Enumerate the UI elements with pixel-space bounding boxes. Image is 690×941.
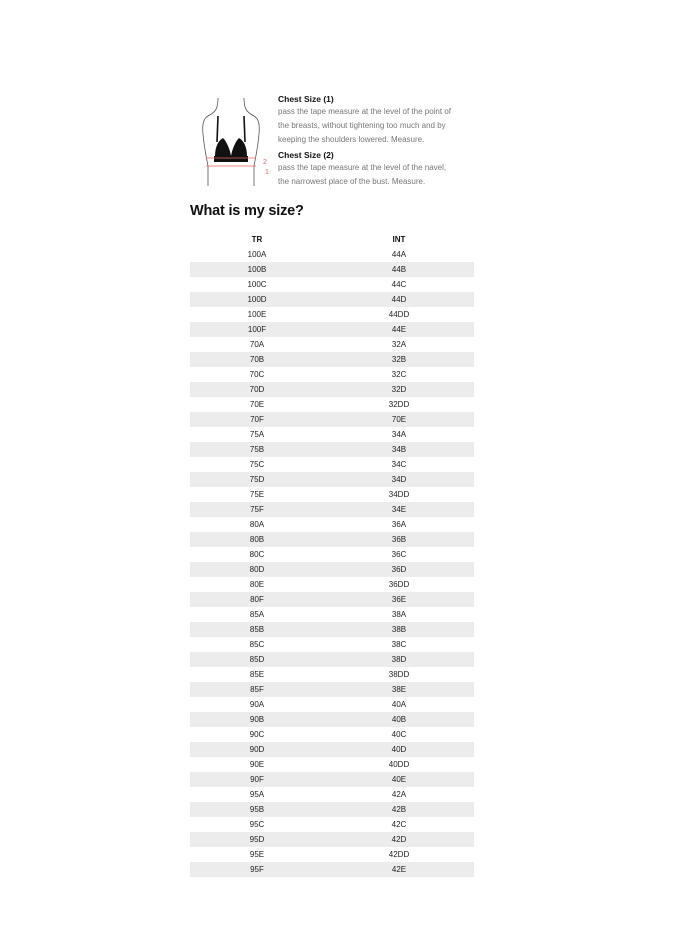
column-header-tr: TR (251, 235, 263, 244)
tr-size-cell: 70B (190, 352, 324, 367)
table-row (190, 757, 474, 772)
int-size-cell: 36E (324, 592, 474, 607)
table-row (190, 802, 474, 817)
int-size-cell: 34C (391, 460, 407, 469)
table-row (190, 712, 474, 727)
int-size-cell: 40DD (388, 760, 410, 769)
guide-item-description-line: pass the tape measure at the level of the point of (278, 107, 451, 116)
table-row (190, 727, 474, 742)
guide-item-description-line: the narrowest place of the bust. Measure. (278, 176, 426, 186)
tr-size-cell: 85F (190, 682, 324, 697)
tr-size-cell: 80A (249, 520, 265, 529)
tr-size-cell: 75D (190, 472, 324, 487)
table-row (190, 682, 474, 697)
table-row (190, 292, 474, 307)
table-row (190, 337, 474, 352)
guide-item-chest-1 (278, 94, 488, 148)
tr-size-cell: 85B (190, 622, 324, 637)
tr-size-cell: 95F (190, 862, 324, 877)
page-title: What is my size? (190, 203, 304, 219)
int-size-cell: 44A (391, 250, 407, 259)
tr-size-cell: 85D (190, 652, 324, 667)
tr-size-cell: 90B (190, 712, 324, 727)
int-size-cell: 70E (324, 412, 474, 427)
table-row (190, 832, 474, 847)
table-row (190, 847, 474, 862)
tr-size-cell: 95C (249, 820, 265, 829)
tr-size-cell: 100A (247, 250, 267, 259)
int-size-cell: 42A (391, 790, 407, 799)
int-size-cell: 44DD (388, 310, 410, 319)
int-size-cell: 32A (391, 340, 407, 349)
tr-size-cell: 80B (190, 532, 324, 547)
tr-size-cell: 80C (249, 550, 265, 559)
int-size-cell: 44E (324, 322, 474, 337)
int-size-cell: 36DD (388, 580, 410, 589)
table-row (190, 547, 474, 562)
table-row (190, 382, 474, 397)
int-size-cell: 42C (391, 820, 407, 829)
table-row (190, 517, 474, 532)
int-size-cell: 42D (324, 832, 474, 847)
int-size-cell: 34DD (388, 490, 410, 499)
table-row (190, 697, 474, 712)
int-size-cell: 34D (324, 472, 474, 487)
int-size-cell: 40E (324, 772, 474, 787)
int-size-cell: 40A (391, 700, 407, 709)
tr-size-cell: 75F (190, 502, 324, 517)
tr-size-cell: 100B (190, 262, 324, 277)
table-row (190, 322, 474, 337)
tr-size-cell: 85A (249, 610, 265, 619)
marker-label-1: 1 (265, 169, 269, 176)
guide-text (278, 94, 488, 189)
table-row (190, 427, 474, 442)
tr-size-cell: 85E (249, 670, 265, 679)
tr-size-cell: 95B (190, 802, 324, 817)
table-row (190, 637, 474, 652)
tr-size-cell: 75A (249, 430, 265, 439)
tr-size-cell: 70A (249, 340, 265, 349)
guide-item-title: Chest Size (1) (278, 94, 334, 104)
tr-size-cell: 100D (190, 292, 324, 307)
tr-size-cell: 70F (190, 412, 324, 427)
table-row (190, 742, 474, 757)
tr-size-cell: 75C (249, 460, 265, 469)
table-row (190, 652, 474, 667)
tr-size-cell: 70E (249, 400, 265, 409)
int-size-cell: 42E (324, 862, 474, 877)
table-row (190, 817, 474, 832)
int-size-cell: 42B (324, 802, 474, 817)
bra-measurement-illustration (196, 94, 276, 186)
guide-item-chest-2 (278, 150, 488, 189)
int-size-cell: 44D (324, 292, 474, 307)
table-row (190, 577, 474, 592)
tr-size-cell: 90F (190, 772, 324, 787)
guide-item-title: Chest Size (2) (278, 149, 334, 160)
table-row (190, 607, 474, 622)
guide-item-description-line: keeping the shoulders lowered. Measure. (278, 135, 425, 145)
tr-size-cell: 90A (249, 700, 265, 709)
tr-size-cell: 100C (247, 280, 267, 289)
int-size-cell: 44B (324, 262, 474, 277)
table-row (190, 262, 474, 277)
int-size-cell: 36D (324, 562, 474, 577)
table-row (190, 457, 474, 472)
guide-item-description-line: the breasts, without tightening too much and by (278, 121, 446, 131)
column-header-int: INT (392, 235, 406, 244)
table-row (190, 862, 474, 877)
int-size-cell: 34E (324, 502, 474, 517)
measurement-guide (196, 94, 486, 194)
table-header-row (190, 232, 474, 247)
int-size-cell: 36A (391, 520, 407, 529)
int-size-cell: 38E (324, 682, 474, 697)
tr-size-cell: 95A (249, 790, 265, 799)
table-row (190, 367, 474, 382)
int-size-cell: 38A (391, 610, 407, 619)
tr-size-cell: 80D (190, 562, 324, 577)
tr-size-cell: 85C (249, 640, 265, 649)
guide-item-description-line: pass the tape measure at the level of the navel, (278, 162, 447, 172)
tr-size-cell: 90E (249, 760, 265, 769)
int-size-cell: 38C (391, 640, 407, 649)
tr-size-cell: 75B (190, 442, 324, 457)
table-row (190, 352, 474, 367)
tr-size-cell: 100F (190, 322, 324, 337)
int-size-cell: 32D (324, 382, 474, 397)
table-row (190, 667, 474, 682)
int-size-cell: 40D (324, 742, 474, 757)
table-row (190, 532, 474, 547)
tr-size-cell: 70C (249, 370, 265, 379)
int-size-cell: 40C (391, 730, 407, 739)
int-size-cell: 38DD (388, 670, 410, 679)
int-size-cell: 32C (391, 370, 407, 379)
int-size-cell: 34A (391, 430, 407, 439)
table-body (190, 247, 474, 877)
marker-label-2: 2 (263, 159, 267, 166)
table-row (190, 442, 474, 457)
table-row (190, 772, 474, 787)
tr-size-cell: 90D (190, 742, 324, 757)
int-size-cell: 38D (324, 652, 474, 667)
int-size-cell: 32DD (388, 400, 410, 409)
tr-size-cell: 100E (247, 310, 267, 319)
table-row (190, 622, 474, 637)
tr-size-cell: 70D (190, 382, 324, 397)
table-row (190, 787, 474, 802)
int-size-cell: 44C (391, 280, 407, 289)
table-row (190, 307, 474, 322)
int-size-cell: 42DD (388, 850, 410, 859)
tr-size-cell: 80E (249, 580, 265, 589)
table-row (190, 472, 474, 487)
tr-size-cell: 75E (249, 490, 265, 499)
int-size-cell: 34B (324, 442, 474, 457)
tr-size-cell: 95D (190, 832, 324, 847)
int-size-cell: 40B (324, 712, 474, 727)
table-row (190, 397, 474, 412)
table-row (190, 247, 474, 262)
int-size-cell: 36C (391, 550, 407, 559)
table-row (190, 277, 474, 292)
table-row (190, 487, 474, 502)
table-row (190, 412, 474, 427)
int-size-cell: 38B (324, 622, 474, 637)
size-conversion-table (190, 232, 474, 877)
tr-size-cell: 95E (249, 850, 265, 859)
table-row (190, 502, 474, 517)
tr-size-cell: 90C (249, 730, 265, 739)
table-row (190, 592, 474, 607)
tr-size-cell: 80F (190, 592, 324, 607)
int-size-cell: 36B (324, 532, 474, 547)
table-row (190, 562, 474, 577)
int-size-cell: 32B (324, 352, 474, 367)
